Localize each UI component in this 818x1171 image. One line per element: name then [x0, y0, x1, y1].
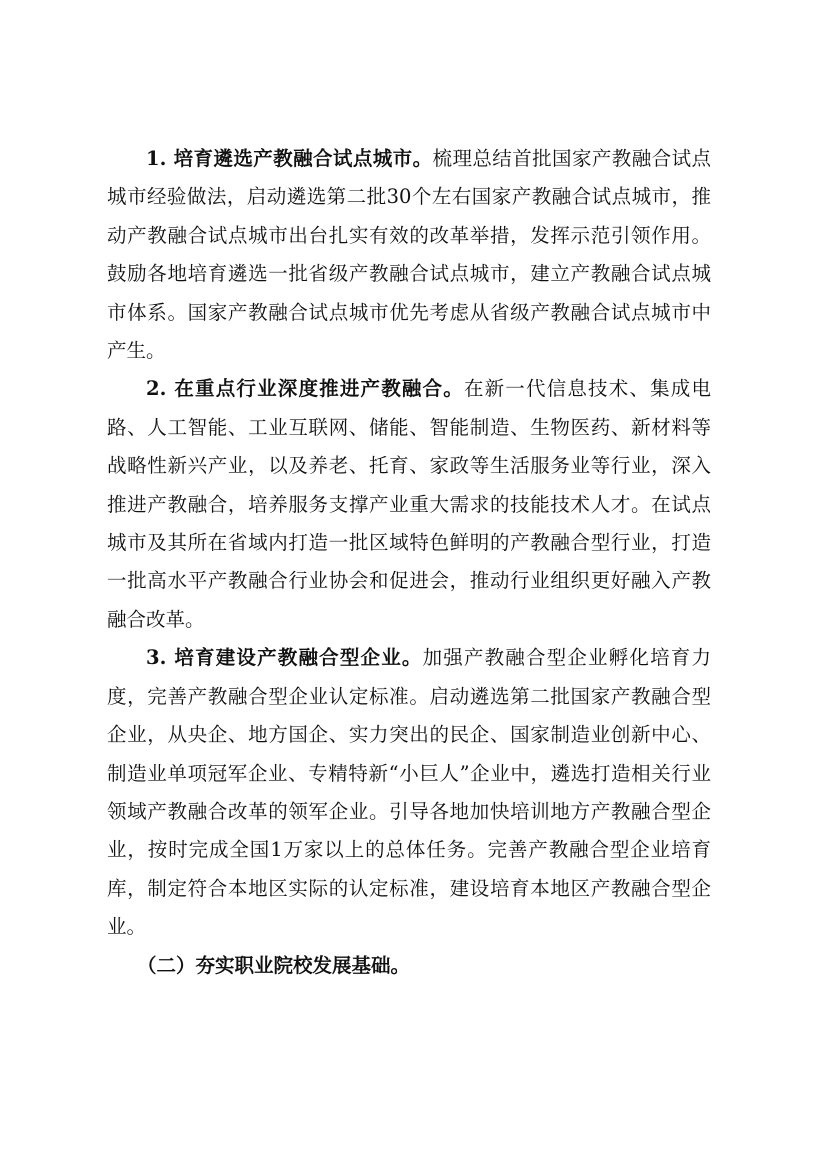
section-heading: （二）夯实职业院校发展基础。 — [137, 953, 411, 977]
paragraph-text: 在新一代信息技术、集成电路、人工智能、工业互联网、储能、智能制造、生物医药、新材料等战略性新兴产业，以及养老、托育、家政等生活服务业等行业，深入推进产教融合，培养服务支撑产业重大需求的技能技术人才。在试点城市及其所在省域内打造一批区域特色鲜明的产教融合型行业，打造一批高水平产教融合行业协会和促进会，推动行业组织更好融入产教融合改革。 — [107, 377, 711, 631]
paragraph-text: 梳理总结首批国家产教融合试点城市经验做法，启动遴选第二批30个左右国家产教融合试点城市，推动产教融合试点城市出台扎实有效的改革举措，发挥示范引领作用。鼓励各地培育遴选一批省级产教融合试点城市，建立产教融合试点城市体系。国家产教融合试点城市优先考虑从省级产教融合试点城市中产生。 — [107, 147, 711, 363]
paragraph-heading: 3. 培育建设产教融合型企业。 — [146, 646, 423, 670]
paragraph-key-industries — [107, 370, 711, 639]
document-body — [107, 140, 711, 985]
paragraph-pilot-cities — [107, 140, 711, 370]
paragraph-heading: 1. 培育遴选产教融合试点城市。 — [146, 147, 433, 170]
paragraph-text: 加强产教融合型企业孵化培育力度，完善产教融合型企业认定标准。启动遴选第二批国家产教融合型企业，从央企、地方国企、实力突出的民企、国家制造业创新中心、制造业单项冠军企业、专精特新“小巨人”企业中，遴选打造相关行业领域产教融合改革的领军企业。引导各地加快培训地方产教融合型企业，按时完成全国1万家以上的总体任务。完善产教融合型企业培育库，制定符合本地区实际的认定标准，建设培育本地区产教融合型企业。 — [107, 646, 711, 939]
paragraph-enterprises — [107, 639, 711, 946]
paragraph-heading: 2. 在重点行业深度推进产教融合。 — [146, 377, 464, 401]
